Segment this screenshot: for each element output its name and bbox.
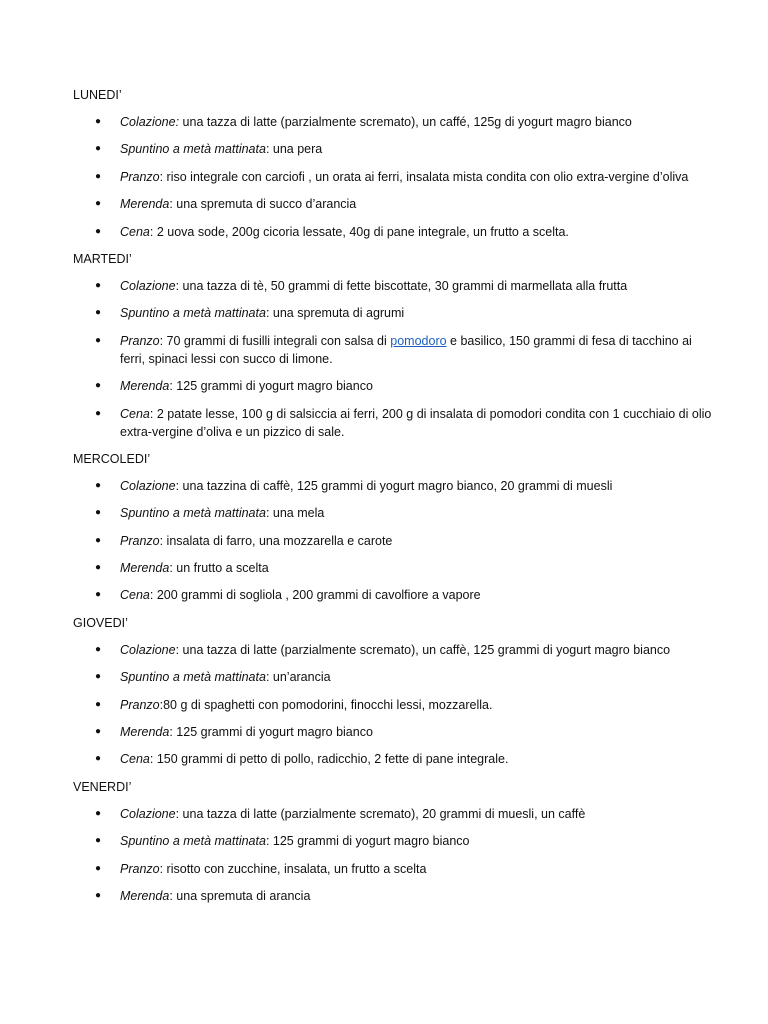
meal-name: Merenda bbox=[120, 725, 170, 740]
meal-name: Merenda bbox=[120, 561, 170, 576]
meal-name: Spuntino a metà mattinata bbox=[120, 306, 266, 321]
meal-description: : 125 grammi di yogurt magro bianco bbox=[169, 379, 373, 394]
meal-description: : una mela bbox=[265, 506, 325, 521]
hyperlink[interactable]: pomodoro bbox=[390, 333, 447, 348]
bullet-icon: ● bbox=[95, 407, 102, 419]
bullet-icon: ● bbox=[95, 643, 102, 655]
meal-name: Spuntino a metà mattinata bbox=[120, 142, 266, 157]
meal-name: Pranzo bbox=[120, 533, 160, 548]
bullet-icon: ● bbox=[95, 753, 102, 765]
meal-name: Colazione bbox=[120, 278, 176, 293]
meal-name: Merenda bbox=[120, 888, 170, 903]
meal-name: Pranzo bbox=[120, 333, 160, 348]
meal-item bbox=[73, 832, 713, 850]
day-heading: LUNEDI’ bbox=[73, 88, 122, 102]
meal-description: una tazza di latte (parzialmente scremato), un caffé, 125g di yogurt magro bianco bbox=[179, 115, 632, 129]
meal-name: Colazione: bbox=[120, 115, 180, 129]
meal-description: : una tazzina di caffè, 125 grammi di yogurt magro bianco, 20 grammi di muesli bbox=[175, 478, 613, 493]
meal-name: Cena bbox=[120, 752, 150, 767]
meal-name: Merenda bbox=[120, 197, 170, 212]
meal-list bbox=[73, 477, 713, 605]
meal-description: : un frutto a scelta bbox=[169, 561, 269, 576]
meal-description: : 125 grammi di yogurt magro bianco bbox=[265, 834, 470, 849]
meal-name: Pranzo bbox=[120, 169, 160, 184]
day-heading: MARTEDI’ bbox=[73, 251, 132, 266]
bullet-icon: ● bbox=[95, 862, 102, 874]
meal-description: : un’arancia bbox=[265, 670, 331, 685]
meal-description: : una tazza di latte (parzialmente scremato), un caffè, 125 grammi di yogurt magro bianco bbox=[175, 642, 671, 657]
meal-item bbox=[73, 805, 713, 823]
meal-name: Pranzo bbox=[120, 861, 160, 876]
bullet-icon: ● bbox=[95, 479, 102, 491]
meal-name: Cena bbox=[120, 588, 150, 603]
meal-description: : una tazza di latte (parzialmente scremato), 20 grammi di muesli, un caffè bbox=[175, 806, 586, 821]
meal-name: Spuntino a metà mattinata bbox=[120, 506, 266, 521]
meal-name: Cena bbox=[120, 406, 150, 421]
meal-item bbox=[73, 586, 713, 604]
meal-item bbox=[73, 887, 713, 905]
meal-description: : una spremuta di succo d’arancia bbox=[169, 197, 357, 212]
meal-description: : 2 patate lesse, 100 g di salsiccia ai ferri, 200 g di insalata di pomodori condita con 1 cucchiaio di olio extra-vergine d’oliva e un pizzico di sale. bbox=[120, 406, 712, 439]
meal-description: :80 g di spaghetti con pomodorini, finocchi lessi, mozzarella. bbox=[159, 697, 493, 712]
meal-item bbox=[73, 668, 713, 686]
bullet-icon: ● bbox=[95, 534, 102, 546]
meal-item bbox=[73, 860, 713, 878]
meal-name: Pranzo bbox=[120, 697, 160, 712]
meal-item bbox=[73, 750, 713, 768]
bullet-icon: ● bbox=[95, 143, 102, 155]
meal-item bbox=[73, 140, 713, 158]
meal-description: : 200 grammi di sogliola , 200 grammi di cavolfiore a vapore bbox=[149, 588, 481, 603]
meal-description: : una spremuta di agrumi bbox=[265, 306, 405, 321]
meal-name: Cena bbox=[120, 224, 150, 239]
bullet-icon: ● bbox=[95, 889, 102, 901]
day-heading: MERCOLEDI’ bbox=[73, 451, 151, 466]
meal-description: : una spremuta di arancia bbox=[169, 888, 311, 903]
meal-name: Colazione bbox=[120, 806, 176, 821]
meal-description: : 150 grammi di petto di pollo, radicchio, 2 fette di pane integrale. bbox=[149, 752, 509, 767]
meal-list bbox=[73, 113, 713, 241]
bullet-icon: ● bbox=[95, 334, 102, 346]
bullet-icon: ● bbox=[95, 170, 102, 182]
meal-description: : una tazza di tè, 50 grammi di fette biscottate, 30 grammi di marmellata alla frutta bbox=[175, 278, 628, 293]
meal-description: : 125 grammi di yogurt magro bianco bbox=[169, 725, 373, 740]
bullet-icon: ● bbox=[95, 380, 102, 392]
meal-item bbox=[73, 304, 713, 322]
bullet-icon: ● bbox=[95, 671, 102, 683]
meal-item bbox=[73, 477, 713, 495]
bullet-icon: ● bbox=[95, 279, 102, 291]
meal-item bbox=[73, 332, 713, 368]
bullet-icon: ● bbox=[95, 698, 102, 710]
meal-list bbox=[73, 277, 713, 441]
bullet-icon: ● bbox=[95, 562, 102, 574]
meal-item bbox=[73, 223, 713, 241]
meal-description: : insalata di farro, una mozzarella e carote bbox=[159, 533, 393, 548]
bullet-icon: ● bbox=[95, 225, 102, 237]
meal-item bbox=[73, 195, 713, 213]
meal-item bbox=[73, 377, 713, 395]
bullet-icon: ● bbox=[95, 835, 102, 847]
day-heading: GIOVEDI’ bbox=[73, 615, 128, 630]
diet-plan-content bbox=[73, 86, 713, 914]
meal-item bbox=[73, 113, 713, 131]
meal-item bbox=[73, 504, 713, 522]
meal-description: : una pera bbox=[265, 142, 323, 157]
meal-item bbox=[73, 168, 713, 186]
meal-name: Colazione bbox=[120, 642, 176, 657]
meal-description: : 70 grammi di fusilli integrali con salsa di bbox=[159, 333, 391, 348]
meal-item bbox=[73, 559, 713, 577]
meal-description: : risotto con zucchine, insalata, un frutto a scelta bbox=[159, 861, 427, 876]
meal-item bbox=[73, 532, 713, 550]
meal-name: Merenda bbox=[120, 379, 170, 394]
meal-item bbox=[73, 277, 713, 295]
day-heading: VENERDI’ bbox=[73, 779, 132, 794]
meal-description-continued: e basilico, 150 grammi di fesa di tacchino ai ferri, spinaci lessi con succo di limone. bbox=[120, 333, 692, 366]
meal-name: Spuntino a metà mattinata bbox=[120, 834, 266, 849]
meal-description: : 2 uova sode, 200g cicoria lessate, 40g di pane integrale, un frutto a scelta. bbox=[149, 224, 569, 239]
meal-item bbox=[73, 723, 713, 741]
meal-description: : riso integrale con carciofi , un orata ai ferri, insalata mista condita con olio extra-vergine d’oliva bbox=[159, 169, 689, 184]
bullet-icon: ● bbox=[95, 116, 102, 127]
bullet-icon: ● bbox=[95, 307, 102, 319]
meal-item bbox=[73, 641, 713, 659]
bullet-icon: ● bbox=[95, 198, 102, 210]
meal-item bbox=[73, 405, 713, 441]
meal-name: Spuntino a metà mattinata bbox=[120, 670, 266, 685]
bullet-icon: ● bbox=[95, 507, 102, 519]
meal-list bbox=[73, 641, 713, 769]
bullet-icon: ● bbox=[95, 807, 102, 819]
bullet-icon: ● bbox=[95, 726, 102, 738]
meal-name: Colazione bbox=[120, 478, 176, 493]
meal-list bbox=[73, 805, 713, 905]
bullet-icon: ● bbox=[95, 589, 102, 601]
meal-item bbox=[73, 696, 713, 714]
